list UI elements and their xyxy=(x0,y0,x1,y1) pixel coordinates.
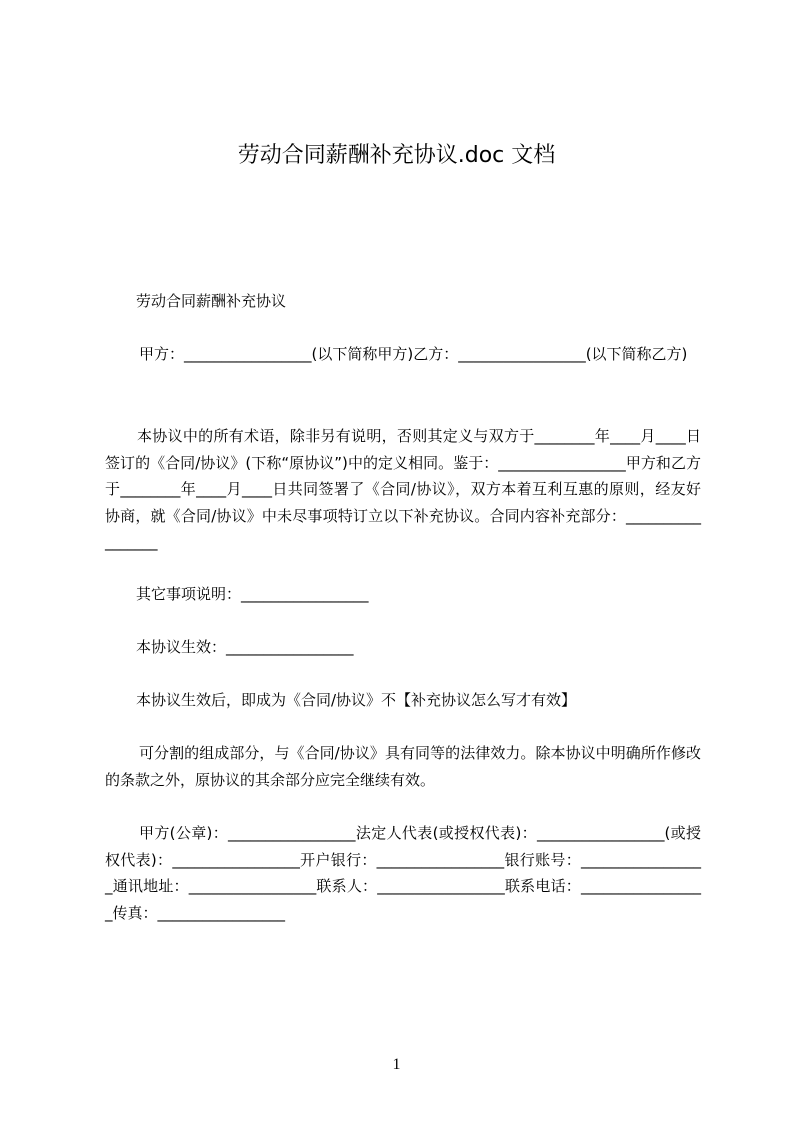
parties-paragraph: 甲方：_________________(以下简称甲方)乙方：_________________(以下简称乙方) xyxy=(139,345,688,363)
page-number: 1 xyxy=(392,1056,401,1073)
other-matters-paragraph: 其它事项说明：_________________ xyxy=(136,585,369,603)
terms-paragraph: 本协议中的所有术语，除非另有说明，否则其定义与双方于________年____月____日签订的《合同/协议》(下称“原协议”)中的定义相同。鉴于：_________________甲方和乙方于________年____月____日共同签署了《合同/协议》，双方本着互利互惠的原则，经友好协商，就《合同/协议》中未尽事项特订立以下补充协议。合同内容补充部分：_________________ xyxy=(105,427,701,551)
document-title: 劳动合同薪酬补充协议.doc 文档 xyxy=(237,143,556,168)
agreement-heading: 劳动合同薪酬补充协议 xyxy=(136,292,287,310)
legal-effect-paragraph: 可分割的组成部分，与《合同/协议》具有同等的法律效力。除本协议中明确所作修改的条款之外，原协议的其余部分应完全继续有效。 xyxy=(105,744,701,789)
effect-statement-paragraph: 本协议生效后，即成为《合同/协议》不【补充协议怎么写才有效】 xyxy=(136,691,577,709)
signature-block-paragraph: 甲方(公章)：_________________法定人代表(或授权代表)：_________________(或授权代表)：_________________开户银行：_________________银行账号：_________________通讯地址：_________________联系人：_________________联系电话：_________________传真：_________________ xyxy=(105,824,701,922)
effective-paragraph: 本协议生效：_________________ xyxy=(136,638,354,656)
